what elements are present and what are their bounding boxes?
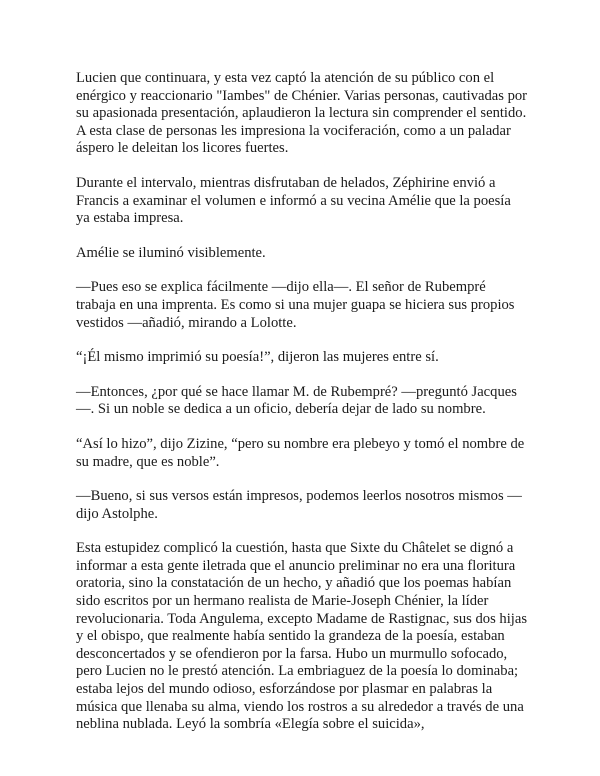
paragraph: “Así lo hizo”, dijo Zizine, “pero su nombre era plebeyo y tomó el nombre de su madre, que es noble”. [76,435,525,470]
paragraph: Amélie se iluminó visiblemente. [76,244,266,261]
paragraph: “¡Él mismo imprimió su poesía!”, dijeron las mujeres entre sí. [76,349,439,366]
paragraph: Lucien que continuara, y esta vez captó la atención de su público con el enérgico y reaccionario "Iambes" de Chénier. Varias personas, cautivadas por su apasionada presentación, aplaudieron la lectura sin comprender el sentido. A esta clase de personas les impresiona la vociferación, como a un paladar áspero le deleitan los licores fuertes. [76,70,528,157]
paragraph: Durante el intervalo, mientras disfrutaban de helados, Zéphirine envió a Francis a examinar el volumen e informó a su vecina Amélie que la poesía ya estaba impresa. [76,174,511,227]
document-page [76,70,528,751]
paragraph: —Bueno, si sus versos están impresos, podemos leerlos nosotros mismos —dijo Astolphe. [76,488,522,522]
paragraph: —Entonces, ¿por qué se hace llamar M. de Rubempré? —preguntó Jacques —. Si un noble se dedica a un oficio, debería dejar de lado su nombre. [76,383,517,418]
paragraph: Esta estupidez complicó la cuestión, hasta que Sixte du Châtelet se dignó a informar a esta gente iletrada que el anuncio preliminar no era una floritura oratoria, sino la constatación de un hecho, y añadió que los poemas habían sido escritos por un hermano realista de Marie-Joseph Chénier, la líder revolucionaria. Toda Angulema, excepto Madame de Rastignac, sus dos hijas y el obispo, que realmente había sentido la grandeza de la poesía, estaban desconcertados y se ofendieron por la farsa. Hubo un murmullo sofocado, pero Lucien no le prestó atención. La embriaguez de la poesía lo dominaba; estaba lejos del mundo odioso, esforzándose por plasmar en palabras la música que llenaba su alma, viendo los rostros a su alrededor a través de una neblina nublada. Leyó la sombría «Elegía sobre el suicida», [76,540,527,733]
paragraph: —Pues eso se explica fácilmente —dijo ella—. El señor de Rubempré trabaja en una imprenta. Es como si una mujer guapa se hiciera sus propios vestidos —añadió, mirando a Lolotte. [76,279,515,331]
